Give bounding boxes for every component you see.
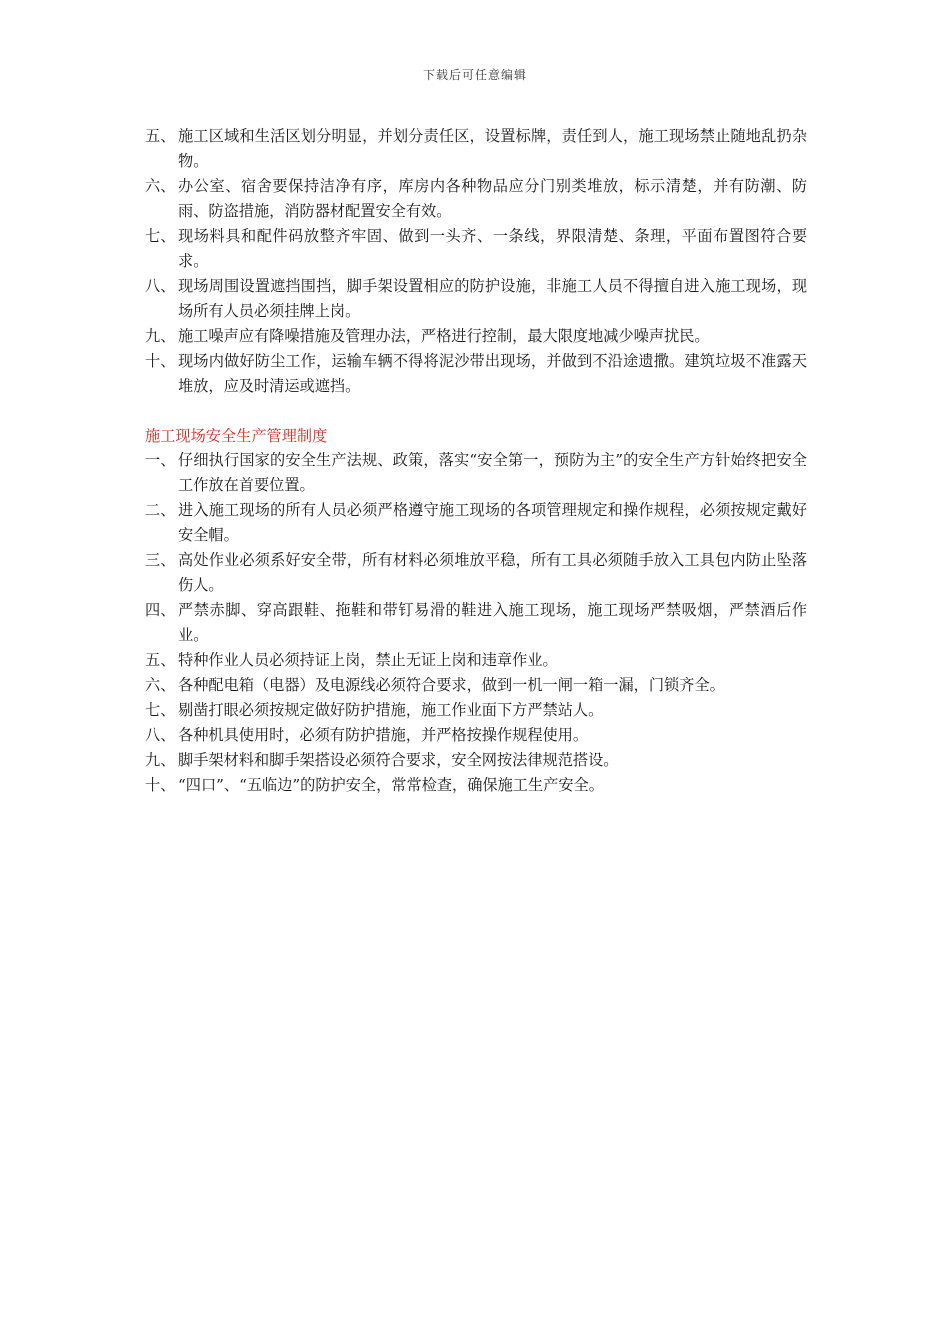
- item-number: 一、: [145, 451, 176, 469]
- list-item: [145, 274, 807, 324]
- item-text: 仔细执行国家的安全生产法规、政策，落实“安全第一，预防为主”的安全生产方针始终把安全工作放在首要位置。: [178, 451, 807, 494]
- section-title: 施工现场安全生产管理制度: [145, 427, 328, 445]
- item-text: 各种机具使用时，必须有防护措施，并严格按操作规程使用。: [178, 726, 589, 744]
- item-text: 现场料具和配件码放整齐牢固、做到一头齐、一条线，界限清楚、条理，平面布置图符合要求。: [178, 227, 807, 270]
- list-item: [145, 349, 807, 399]
- item-number: 十、: [145, 776, 176, 794]
- list-item: [145, 224, 807, 274]
- item-number: 十、: [145, 352, 176, 370]
- list-item: [145, 723, 807, 748]
- item-text: 脚手架材料和脚手架搭设必须符合要求，安全网按法律规范搭设。: [178, 751, 619, 769]
- item-number: 三、: [145, 551, 176, 569]
- item-text: 各种配电箱（电器）及电源线必须符合要求，做到一机一闸一箱一漏，门锁齐全。: [178, 676, 725, 694]
- item-number: 九、: [145, 327, 176, 345]
- item-number: 四、: [145, 601, 176, 619]
- part2-list: [145, 448, 807, 798]
- item-text: 特种作业人员必须持证上岗，禁止无证上岗和违章作业。: [178, 651, 558, 669]
- list-item: [145, 174, 807, 224]
- list-item: [145, 498, 807, 548]
- list-item: [145, 598, 807, 648]
- item-number: 九、: [145, 751, 176, 769]
- list-item: [145, 548, 807, 598]
- page-header: 下载后可任意编辑: [422, 68, 527, 82]
- list-item: [145, 748, 807, 773]
- item-number: 八、: [145, 277, 176, 295]
- item-text: 剔凿打眼必须按规定做好防护措施，施工作业面下方严禁站人。: [178, 701, 604, 719]
- item-text: 办公室、宿舍要保持洁净有序，库房内各种物品应分门别类堆放，标示清楚，并有防潮、防雨、防盗措施，消防器材配置安全有效。: [178, 177, 807, 220]
- item-number: 七、: [145, 227, 176, 245]
- part1-list: [145, 124, 807, 399]
- item-number: 五、: [145, 127, 176, 145]
- item-text: “四口”、“五临边”的防护安全，常常检查，确保施工生产安全。: [178, 776, 604, 794]
- list-item: [145, 648, 807, 673]
- list-item: [145, 448, 807, 498]
- item-number: 八、: [145, 726, 176, 744]
- list-item: [145, 324, 807, 349]
- item-text: 现场周围设置遮挡围挡，脚手架设置相应的防护设施，非施工人员不得擅自进入施工现场，现场所有人员必须挂牌上岗。: [178, 277, 807, 320]
- item-number: 六、: [145, 177, 176, 195]
- item-text: 严禁赤脚、穿高跟鞋、拖鞋和带钉易滑的鞋进入施工现场，施工现场严禁吸烟，严禁酒后作业。: [178, 601, 807, 644]
- item-text: 施工噪声应有降噪措施及管理办法，严格进行控制，最大限度地减少噪声扰民。: [178, 327, 710, 345]
- item-text: 施工区域和生活区划分明显，并划分责任区，设置标牌，责任到人，施工现场禁止随地乱扔杂物。: [178, 127, 807, 170]
- item-text: 现场内做好防尘工作，运输车辆不得将泥沙带出现场，并做到不沿途遗撒。建筑垃圾不准露天堆放，应及时清运或遮挡。: [178, 352, 807, 395]
- item-text: 高处作业必须系好安全带，所有材料必须堆放平稳，所有工具必须随手放入工具包内防止坠落伤人。: [178, 551, 807, 594]
- list-item: [145, 773, 807, 798]
- list-item: [145, 124, 807, 174]
- item-number: 二、: [145, 501, 176, 519]
- item-text: 进入施工现场的所有人员必须严格遵守施工现场的各项管理规定和操作规程，必须按规定戴好安全帽。: [178, 501, 807, 544]
- item-number: 五、: [145, 651, 176, 669]
- item-number: 六、: [145, 676, 176, 694]
- list-item: [145, 698, 807, 723]
- list-item: [145, 673, 807, 698]
- item-number: 七、: [145, 701, 176, 719]
